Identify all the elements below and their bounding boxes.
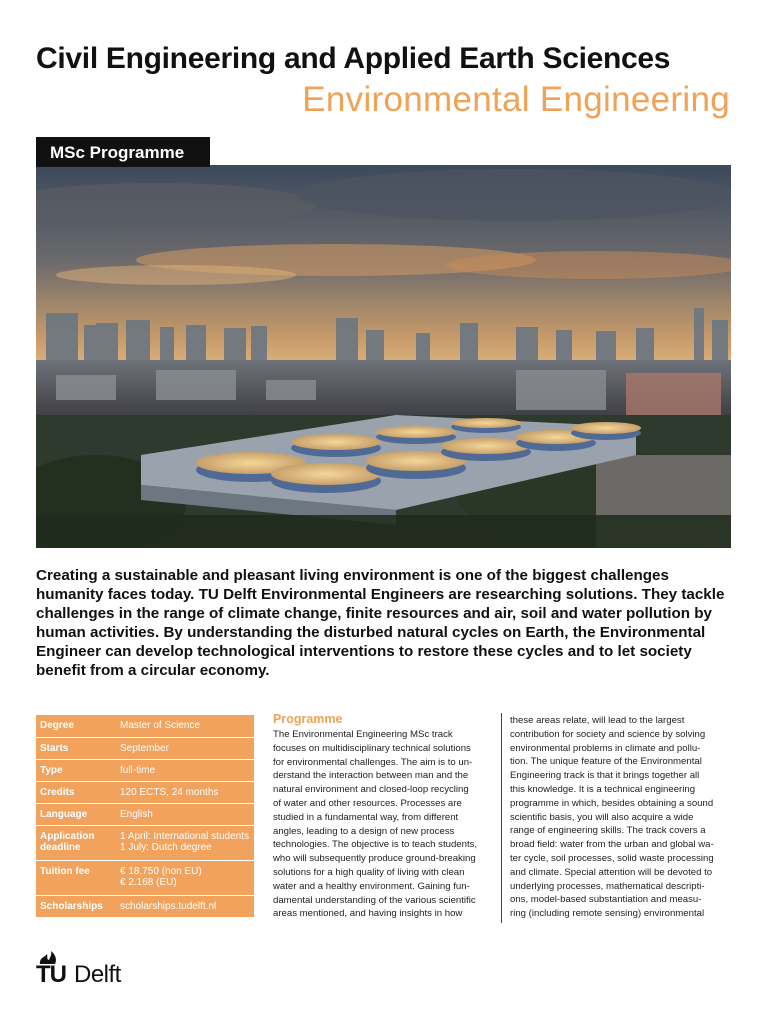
text-line: The Environmental Engineering MSc track [273,729,453,740]
logo-delft-text: Delft [74,961,121,988]
text-line: tion. The unique feature of the Environmental [510,756,702,768]
text-line: angles, leading to a design of new process [273,825,455,837]
text-line: areas mentioned, and having insights in how [273,908,463,920]
page-title: Civil Engineering and Applied Earth Sciences [36,42,671,75]
fact-value [116,860,254,895]
text-line: contribution for society and science by solving [510,728,706,740]
text-line: programme in which, besides obtaining a sound [510,797,714,809]
programme-column-1 [273,712,489,921]
text-line: of water and other resources. Processes are [273,797,462,809]
hero-photo [36,165,731,548]
text-line: range of engineering skills. The track covers a [510,825,706,837]
fact-value: Master of Science [116,715,254,737]
text-line: and climate. Special attention will be devoted to [510,866,713,878]
text-line: damental understanding of the various scientific [273,894,476,906]
fact-label: Degree [36,715,116,737]
text-line: these areas relate, will lead to the largest [510,715,685,726]
fact-value-line: 1 April: International students [120,830,249,842]
column-divider [501,713,502,923]
intro-paragraph: Creating a sustainable and pleasant living environment is one of the biggest challenges humanity faces today. TU Delft Environmental Engineers are researching solutions. They tackle challenges in the range of climate change, finite resources and air, soil and water pollution by human activities. By understanding the disturbed natural cycles on Earth, the Environmental Engineer can develop technological interventions to restore these cycles and to let society benefit from a circular economy. [36,567,725,679]
fact-label: Language [36,803,116,825]
fact-row [36,825,254,860]
fact-row [36,895,254,917]
fact-value: full-time [116,759,254,781]
text-line: natural environment and closed-loop recycling [273,784,469,796]
programme-facts-table [36,715,254,918]
text-line: who will subsequently produce ground-breaking [273,853,476,865]
fact-value: September [116,737,254,759]
text-line: solutions for a high quality of living with clean [273,866,465,878]
fact-label: Type [36,759,116,781]
fact-value: English [116,803,254,825]
fact-label: Credits [36,781,116,803]
text-line: ring (including remote sensing) environmental [510,908,705,920]
fact-row [36,781,254,803]
text-line: derstand the interaction between man and the [273,770,469,782]
fact-row [36,803,254,825]
fact-label: Starts [36,737,116,759]
fact-label: Application deadline [36,825,116,860]
programme-column-2 [510,714,726,921]
text-line: environmental problems in climate and pollu- [510,742,701,754]
programme-badge: MSc Programme [36,137,210,167]
tudelft-logo [36,949,146,989]
fact-value [116,825,254,860]
text-line: scientific basis, you will also acquire a wide [510,811,694,823]
fact-value-line: € 2.168 (EU) [120,876,177,888]
fact-label: Tuition fee [36,860,116,895]
page-subtitle: Environmental Engineering [302,80,730,119]
text-line: studied in a fundamental way, from different [273,811,459,823]
logo-tu-text: TU [36,961,66,988]
text-line: ter cycle, soil processes, solid waste processing [510,852,714,864]
fact-value: 120 ECTS, 24 months [116,781,254,803]
programme-heading: Programme [273,712,343,726]
scholarships-link[interactable]: scholarships.tudelft.nl [116,895,254,917]
text-line: technologies. The objective is to teach students, [273,839,478,851]
text-line: for environmental challenges. The aim is to un- [273,756,473,768]
text-line: underlying processes, mathematical descripti- [510,880,705,892]
text-line: Engineering track is that it brings together all [510,770,700,782]
fact-row [36,860,254,895]
fact-value-line: € 18.750 (non EU) [120,865,202,877]
fact-value-line: 1 July: Dutch degree [120,841,212,853]
text-line: this knowledge. It is a technical engineering [510,783,696,795]
fact-row [36,715,254,737]
fact-row [36,737,254,759]
text-line: ons, model-based substantiation and measu- [510,894,702,906]
fact-label: Scholarships [36,895,116,917]
text-line: focuses on multidisciplinary technical solutions [273,742,471,754]
text-line: broad field: water from the urban and global wa- [510,839,714,851]
fact-row [36,759,254,781]
text-line: water and a healthy environment. Gaining fun- [273,880,470,892]
